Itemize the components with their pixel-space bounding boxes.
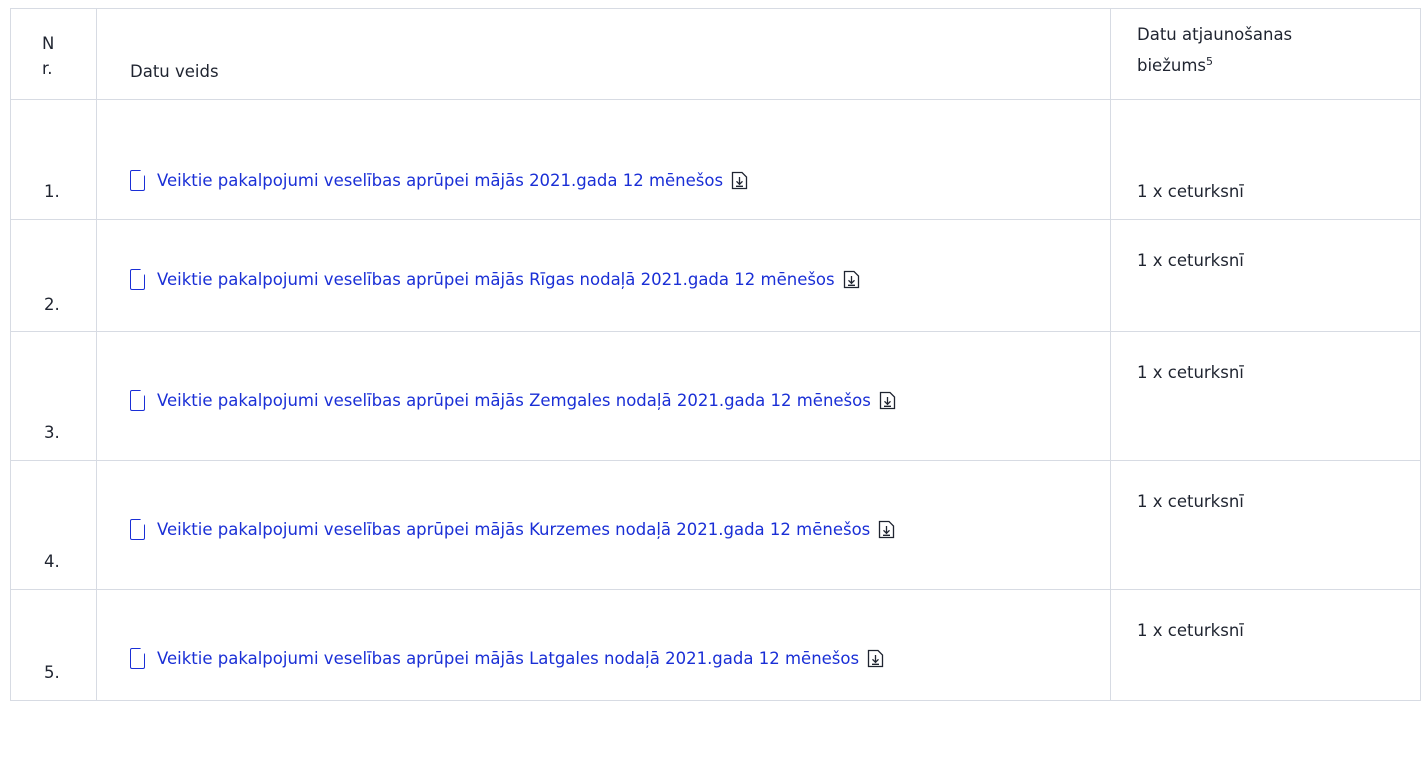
file-link-title: Veiktie pakalpojumi veselības aprūpei mājās Kurzemes nodaļā 2021.gada 12 mēnešos bbox=[157, 520, 871, 539]
table-row bbox=[11, 220, 1421, 332]
file-download-link[interactable] bbox=[130, 520, 895, 539]
xls-file-icon bbox=[130, 170, 145, 191]
header-nr bbox=[11, 9, 97, 100]
row-number: 3. bbox=[11, 332, 97, 461]
table-row bbox=[11, 332, 1421, 461]
xls-file-icon bbox=[130, 519, 145, 540]
table-header-row bbox=[11, 9, 1421, 100]
row-type-cell bbox=[97, 100, 1111, 220]
row-frequency: 1 x ceturksnī bbox=[1111, 590, 1421, 701]
download-icon[interactable] bbox=[843, 266, 860, 301]
table-row bbox=[11, 590, 1421, 701]
file-link-title: Veiktie pakalpojumi veselības aprūpei mājās Zemgales nodaļā 2021.gada 12 mēnešos bbox=[157, 391, 871, 410]
header-nr-line2: r. bbox=[42, 59, 53, 78]
xls-file-icon bbox=[130, 648, 145, 669]
data-table bbox=[10, 8, 1421, 701]
row-frequency: 1 x ceturksnī bbox=[1111, 332, 1421, 461]
row-frequency: 1 x ceturksnī bbox=[1111, 100, 1421, 220]
download-icon[interactable] bbox=[731, 167, 748, 202]
download-icon[interactable] bbox=[879, 387, 896, 422]
file-download-link[interactable] bbox=[130, 391, 896, 410]
row-frequency: 1 x ceturksnī bbox=[1111, 220, 1421, 332]
header-frequency bbox=[1111, 9, 1421, 100]
row-type-cell bbox=[97, 590, 1111, 701]
file-link-title: Veiktie pakalpojumi veselības aprūpei mājās Latgales nodaļā 2021.gada 12 mēnešos bbox=[157, 649, 860, 668]
row-number: 4. bbox=[11, 461, 97, 590]
header-frequency-line2: biežums bbox=[1137, 56, 1206, 75]
file-download-link[interactable] bbox=[130, 270, 860, 289]
footnote-ref[interactable]: 5 bbox=[1206, 55, 1213, 68]
header-type: Datu veids bbox=[97, 9, 1111, 100]
row-frequency: 1 x ceturksnī bbox=[1111, 461, 1421, 590]
download-icon[interactable] bbox=[878, 516, 895, 551]
file-link-title: Veiktie pakalpojumi veselības aprūpei mājās Rīgas nodaļā 2021.gada 12 mēnešos bbox=[157, 270, 835, 289]
table-row bbox=[11, 461, 1421, 590]
row-type-cell bbox=[97, 461, 1111, 590]
header-frequency-line1: Datu atjaunošanas bbox=[1137, 25, 1293, 44]
xls-file-icon bbox=[130, 390, 145, 411]
row-number: 5. bbox=[11, 590, 97, 701]
row-type-cell bbox=[97, 332, 1111, 461]
row-type-cell bbox=[97, 220, 1111, 332]
header-nr-line1: N bbox=[42, 34, 55, 53]
row-number: 1. bbox=[11, 100, 97, 220]
file-download-link[interactable] bbox=[130, 649, 884, 668]
row-number: 2. bbox=[11, 220, 97, 332]
table-row bbox=[11, 100, 1421, 220]
file-link-title: Veiktie pakalpojumi veselības aprūpei mājās 2021.gada 12 mēnešos bbox=[157, 171, 724, 190]
xls-file-icon bbox=[130, 269, 145, 290]
download-icon[interactable] bbox=[867, 645, 884, 680]
file-download-link[interactable] bbox=[130, 171, 748, 190]
